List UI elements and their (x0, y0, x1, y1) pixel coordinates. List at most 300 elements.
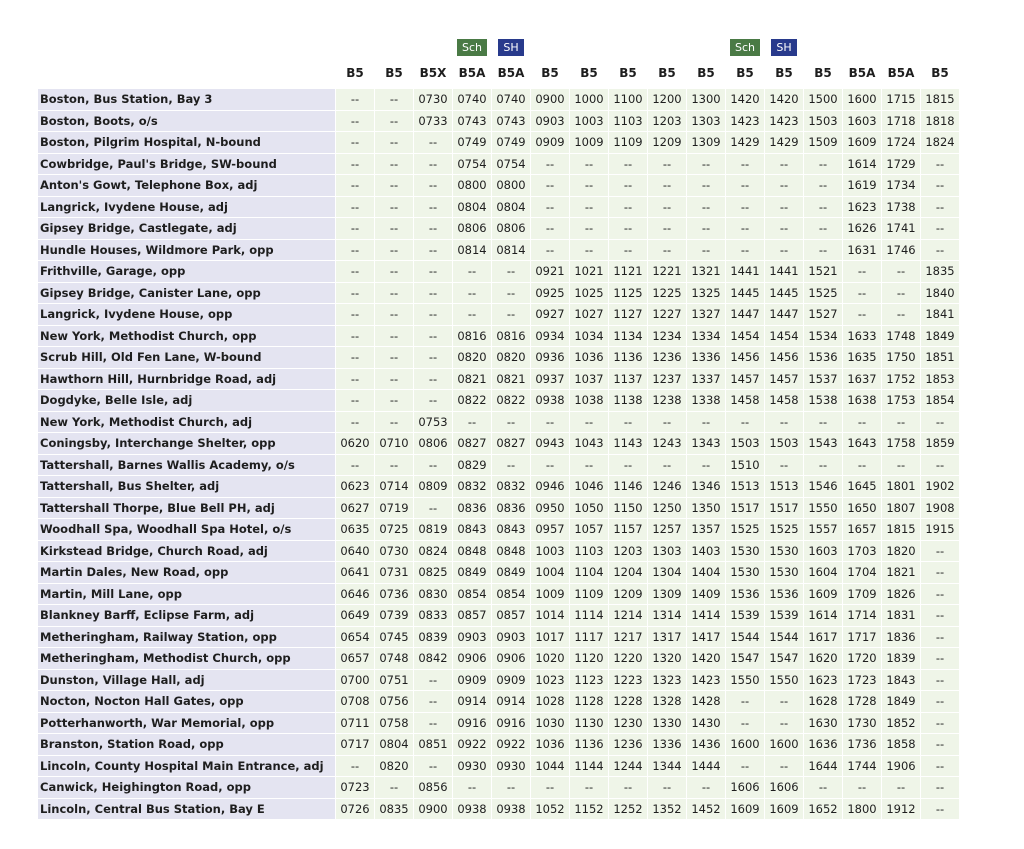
time-cell: 0708 (336, 691, 374, 712)
time-cell: 1530 (765, 541, 803, 562)
time-cell: -- (882, 777, 920, 798)
badge-cell (804, 38, 842, 57)
time-cell: 1204 (609, 562, 647, 583)
time-cell: 0927 (531, 304, 569, 325)
time-cell: 1021 (570, 261, 608, 282)
time-cell: 0719 (375, 498, 413, 519)
time-cell: 1052 (531, 799, 569, 820)
time-cell: 0903 (531, 111, 569, 132)
time-cell: 1730 (843, 713, 881, 734)
time-cell: -- (765, 218, 803, 239)
time-cell: -- (414, 756, 452, 777)
time-cell: 1637 (843, 369, 881, 390)
time-cell: 1125 (609, 283, 647, 304)
time-cell: 1750 (882, 347, 920, 368)
time-cell: 1724 (882, 132, 920, 153)
time-cell: -- (492, 777, 530, 798)
time-cell: 1525 (726, 519, 764, 540)
time-cell: -- (492, 304, 530, 325)
table-row (38, 326, 959, 347)
table-row (38, 541, 959, 562)
time-cell: -- (609, 218, 647, 239)
time-cell: 1146 (609, 476, 647, 497)
time-cell: 1741 (882, 218, 920, 239)
time-cell: -- (492, 412, 530, 433)
time-cell: 1517 (765, 498, 803, 519)
stop-name: Gipsey Bridge, Castlegate, adj (38, 218, 335, 239)
time-cell: 1623 (804, 670, 842, 691)
table-row (38, 734, 959, 755)
time-cell: 0835 (375, 799, 413, 820)
time-cell: 1334 (687, 326, 725, 347)
time-cell: 0857 (453, 605, 491, 626)
time-cell: 0620 (336, 433, 374, 454)
time-cell: 1330 (648, 713, 686, 734)
time-cell: -- (414, 240, 452, 261)
time-cell: 0934 (531, 326, 569, 347)
time-cell: -- (336, 326, 374, 347)
time-cell: 0700 (336, 670, 374, 691)
time-cell: 1503 (804, 111, 842, 132)
time-cell: 0743 (492, 111, 530, 132)
time-cell: 0938 (492, 799, 530, 820)
time-cell: 1445 (726, 283, 764, 304)
time-cell: -- (726, 218, 764, 239)
time-cell: 1800 (843, 799, 881, 820)
time-cell: 0922 (492, 734, 530, 755)
time-cell: -- (336, 132, 374, 153)
stop-name: Potterhanworth, War Memorial, opp (38, 713, 335, 734)
time-cell: 1020 (531, 648, 569, 669)
time-cell: 0909 (492, 670, 530, 691)
time-cell: 1028 (531, 691, 569, 712)
time-cell: -- (726, 756, 764, 777)
time-cell: 0714 (375, 476, 413, 497)
time-cell: -- (414, 261, 452, 282)
time-cell: -- (843, 283, 881, 304)
time-cell: 1614 (804, 605, 842, 626)
time-cell: 1752 (882, 369, 920, 390)
badge-cell (687, 38, 725, 57)
stop-name: Dunston, Village Hall, adj (38, 670, 335, 691)
time-cell: 0814 (453, 240, 491, 261)
time-cell: 1134 (609, 326, 647, 347)
time-cell: 1854 (921, 390, 959, 411)
time-cell: -- (921, 627, 959, 648)
time-cell: 1423 (765, 111, 803, 132)
time-cell: -- (414, 326, 452, 347)
time-cell: 0906 (492, 648, 530, 669)
time-cell: 0856 (414, 777, 452, 798)
time-cell: 1530 (726, 562, 764, 583)
time-cell: 0816 (453, 326, 491, 347)
time-cell: 1623 (843, 197, 881, 218)
route-header: B5 (804, 58, 842, 88)
time-cell: 0903 (453, 627, 491, 648)
time-cell: 1127 (609, 304, 647, 325)
time-cell: 0943 (531, 433, 569, 454)
table-row (38, 584, 959, 605)
time-cell: 1539 (726, 605, 764, 626)
time-cell: 1223 (609, 670, 647, 691)
time-cell: 1404 (687, 562, 725, 583)
time-cell: 0827 (453, 433, 491, 454)
time-cell: -- (414, 197, 452, 218)
stop-name: Hawthorn Hill, Hurnbridge Road, adj (38, 369, 335, 390)
time-cell: 1521 (804, 261, 842, 282)
time-cell: -- (765, 197, 803, 218)
route-header: B5X (414, 58, 452, 88)
time-cell: 1034 (570, 326, 608, 347)
time-cell: 1746 (882, 240, 920, 261)
time-cell: -- (609, 455, 647, 476)
badge-cell (492, 38, 530, 57)
time-cell: 0851 (414, 734, 452, 755)
time-cell: 1221 (648, 261, 686, 282)
stop-name: Kirkstead Bridge, Church Road, adj (38, 541, 335, 562)
time-cell: 1807 (882, 498, 920, 519)
time-cell: -- (414, 154, 452, 175)
time-cell: -- (687, 197, 725, 218)
time-cell: -- (687, 412, 725, 433)
route-header: B5 (726, 58, 764, 88)
time-cell: 0849 (453, 562, 491, 583)
time-cell: 1136 (609, 347, 647, 368)
table-row (38, 519, 959, 540)
time-cell: -- (765, 412, 803, 433)
time-cell: 0743 (453, 111, 491, 132)
time-cell: 1826 (882, 584, 920, 605)
time-cell: 0829 (453, 455, 491, 476)
time-cell: 1300 (687, 89, 725, 110)
time-cell: -- (375, 455, 413, 476)
time-cell: 1317 (648, 627, 686, 648)
time-cell: -- (336, 240, 374, 261)
time-cell: 0740 (453, 89, 491, 110)
time-cell: 0733 (414, 111, 452, 132)
time-cell: 0748 (375, 648, 413, 669)
timetable-body (38, 89, 959, 819)
school-holidays-badge: SH (498, 39, 523, 56)
time-cell: -- (336, 347, 374, 368)
time-cell: -- (375, 326, 413, 347)
time-cell: 0641 (336, 562, 374, 583)
time-cell: 1338 (687, 390, 725, 411)
time-cell: -- (687, 455, 725, 476)
table-row (38, 713, 959, 734)
time-cell: 1117 (570, 627, 608, 648)
time-cell: 0654 (336, 627, 374, 648)
time-cell: -- (726, 691, 764, 712)
time-cell: 1550 (726, 670, 764, 691)
time-cell: 0751 (375, 670, 413, 691)
time-cell: -- (375, 197, 413, 218)
time-cell: 1544 (726, 627, 764, 648)
time-cell: 0836 (492, 498, 530, 519)
time-cell: -- (921, 541, 959, 562)
time-cell: 1644 (804, 756, 842, 777)
time-cell: 0854 (453, 584, 491, 605)
time-cell: -- (336, 369, 374, 390)
time-cell: -- (687, 777, 725, 798)
table-row (38, 498, 959, 519)
time-cell: 0726 (336, 799, 374, 820)
time-cell: -- (687, 218, 725, 239)
time-cell: 1853 (921, 369, 959, 390)
time-cell: 1859 (921, 433, 959, 454)
time-cell: -- (765, 240, 803, 261)
time-cell: 1014 (531, 605, 569, 626)
time-cell: -- (414, 283, 452, 304)
time-cell: 1350 (687, 498, 725, 519)
time-cell: 1628 (804, 691, 842, 712)
time-cell: -- (648, 240, 686, 261)
stop-name: Canwick, Heighington Road, opp (38, 777, 335, 798)
time-cell: 1109 (570, 584, 608, 605)
time-cell: 1617 (804, 627, 842, 648)
time-cell: 0854 (492, 584, 530, 605)
time-cell: -- (375, 111, 413, 132)
route-header: B5 (531, 58, 569, 88)
table-row (38, 412, 959, 433)
time-cell: 1357 (687, 519, 725, 540)
time-cell: 1609 (804, 584, 842, 605)
time-cell: -- (531, 240, 569, 261)
time-cell: -- (921, 562, 959, 583)
time-cell: 0725 (375, 519, 413, 540)
time-cell: 0824 (414, 541, 452, 562)
stop-name: Boston, Bus Station, Bay 3 (38, 89, 335, 110)
time-cell: -- (336, 197, 374, 218)
stop-name: Martin, Mill Lane, opp (38, 584, 335, 605)
time-cell: 1403 (687, 541, 725, 562)
time-cell: 1250 (648, 498, 686, 519)
time-cell: 1704 (843, 562, 881, 583)
time-cell: 0938 (531, 390, 569, 411)
route-header: B5 (765, 58, 803, 88)
time-cell: -- (492, 455, 530, 476)
time-cell: -- (414, 713, 452, 734)
time-cell: 1633 (843, 326, 881, 347)
time-cell: 1620 (804, 648, 842, 669)
time-cell: 0830 (414, 584, 452, 605)
time-cell: 1457 (765, 369, 803, 390)
time-cell: 1538 (804, 390, 842, 411)
time-cell: 1036 (531, 734, 569, 755)
time-cell: 1143 (609, 433, 647, 454)
time-cell: 1851 (921, 347, 959, 368)
time-cell: 1454 (765, 326, 803, 347)
badge-cell (570, 38, 608, 57)
time-cell: 1600 (843, 89, 881, 110)
time-cell: 1525 (765, 519, 803, 540)
time-cell: 1430 (687, 713, 725, 734)
time-cell: -- (414, 347, 452, 368)
table-row (38, 433, 959, 454)
stop-name: Branston, Station Road, opp (38, 734, 335, 755)
time-cell: 1614 (843, 154, 881, 175)
time-cell: 0832 (453, 476, 491, 497)
time-cell: -- (804, 197, 842, 218)
table-row (38, 390, 959, 411)
time-cell: 1734 (882, 175, 920, 196)
time-cell: 1543 (804, 433, 842, 454)
table-row (38, 240, 959, 261)
time-cell: 1138 (609, 390, 647, 411)
time-cell: 1414 (687, 605, 725, 626)
time-cell: 1225 (648, 283, 686, 304)
time-cell: -- (336, 756, 374, 777)
time-cell: -- (336, 154, 374, 175)
time-cell: -- (648, 197, 686, 218)
time-cell: -- (414, 455, 452, 476)
time-cell: -- (921, 691, 959, 712)
time-cell: 0822 (492, 390, 530, 411)
stop-name: Frithville, Garage, opp (38, 261, 335, 282)
time-cell: 1550 (804, 498, 842, 519)
badge-cell (726, 38, 764, 57)
time-cell: -- (921, 670, 959, 691)
time-cell: 1513 (765, 476, 803, 497)
stop-name: Hundle Houses, Wildmore Park, opp (38, 240, 335, 261)
time-cell: 0820 (492, 347, 530, 368)
time-cell: -- (804, 175, 842, 196)
time-cell: -- (414, 132, 452, 153)
time-cell: 1536 (804, 347, 842, 368)
time-cell: 1009 (531, 584, 569, 605)
time-cell: -- (726, 713, 764, 734)
time-cell: 1858 (882, 734, 920, 755)
time-cell: -- (375, 283, 413, 304)
time-cell: 1128 (570, 691, 608, 712)
time-cell: -- (765, 154, 803, 175)
time-cell: -- (726, 240, 764, 261)
time-cell: 1017 (531, 627, 569, 648)
time-cell: 1046 (570, 476, 608, 497)
time-cell: -- (492, 261, 530, 282)
time-cell: -- (414, 218, 452, 239)
time-cell: 1536 (765, 584, 803, 605)
time-cell: 0821 (453, 369, 491, 390)
time-cell: -- (336, 412, 374, 433)
route-header: B5A (882, 58, 920, 88)
time-cell: 1503 (765, 433, 803, 454)
time-cell: -- (648, 154, 686, 175)
time-cell: 1630 (804, 713, 842, 734)
time-cell: -- (336, 283, 374, 304)
badge-row (38, 38, 959, 57)
time-cell: 1821 (882, 562, 920, 583)
time-cell: 1728 (843, 691, 881, 712)
time-cell: 1517 (726, 498, 764, 519)
time-cell: -- (336, 304, 374, 325)
time-cell: 1843 (882, 670, 920, 691)
time-cell: 1023 (531, 670, 569, 691)
time-cell: 0930 (492, 756, 530, 777)
badge-cell (609, 38, 647, 57)
time-cell: 1603 (804, 541, 842, 562)
time-cell: 1303 (648, 541, 686, 562)
time-cell: -- (531, 412, 569, 433)
time-cell: 1609 (726, 799, 764, 820)
time-cell: 1835 (921, 261, 959, 282)
time-cell: 0635 (336, 519, 374, 540)
route-header: B5 (921, 58, 959, 88)
time-cell: 1004 (531, 562, 569, 583)
time-cell: 1852 (882, 713, 920, 734)
table-row (38, 369, 959, 390)
time-cell: 1638 (843, 390, 881, 411)
time-cell: -- (921, 799, 959, 820)
time-cell: 1003 (570, 111, 608, 132)
time-cell: 0900 (531, 89, 569, 110)
time-cell: 1144 (570, 756, 608, 777)
time-cell: -- (609, 154, 647, 175)
time-cell: 1423 (726, 111, 764, 132)
time-cell: 1626 (843, 218, 881, 239)
time-cell: -- (453, 777, 491, 798)
table-row (38, 670, 959, 691)
time-cell: 1550 (765, 670, 803, 691)
time-cell: -- (687, 154, 725, 175)
time-cell: -- (570, 154, 608, 175)
time-cell: -- (492, 283, 530, 304)
time-cell: -- (843, 304, 881, 325)
table-row (38, 197, 959, 218)
time-cell: 1036 (570, 347, 608, 368)
time-cell: -- (375, 154, 413, 175)
stop-name: Nocton, Nocton Hall Gates, opp (38, 691, 335, 712)
time-cell: -- (453, 304, 491, 325)
time-cell: 0739 (375, 605, 413, 626)
time-cell: -- (414, 498, 452, 519)
time-cell: 1209 (609, 584, 647, 605)
time-cell: -- (882, 412, 920, 433)
time-cell: 1643 (843, 433, 881, 454)
time-cell: 1214 (609, 605, 647, 626)
badge-cell (765, 38, 803, 57)
time-cell: -- (921, 584, 959, 605)
time-cell: -- (843, 412, 881, 433)
time-cell: -- (921, 412, 959, 433)
time-cell: 1103 (609, 111, 647, 132)
time-cell: -- (336, 455, 374, 476)
time-cell: 0903 (492, 627, 530, 648)
time-cell: 1303 (687, 111, 725, 132)
time-cell: 1344 (648, 756, 686, 777)
time-cell: 1441 (765, 261, 803, 282)
time-cell: -- (375, 369, 413, 390)
time-cell: 1037 (570, 369, 608, 390)
time-cell: 1831 (882, 605, 920, 626)
time-cell: 0839 (414, 627, 452, 648)
time-cell: 0937 (531, 369, 569, 390)
time-cell: -- (921, 734, 959, 755)
time-cell: 1631 (843, 240, 881, 261)
time-cell: 0930 (453, 756, 491, 777)
time-cell: 0745 (375, 627, 413, 648)
time-cell: -- (609, 240, 647, 261)
time-cell: 1902 (921, 476, 959, 497)
stop-name: Lincoln, Central Bus Station, Bay E (38, 799, 335, 820)
time-cell: -- (375, 390, 413, 411)
time-cell: -- (570, 218, 608, 239)
time-cell: -- (375, 132, 413, 153)
time-cell: -- (921, 713, 959, 734)
time-cell: 1503 (726, 433, 764, 454)
time-cell: 1457 (726, 369, 764, 390)
route-header: B5A (453, 58, 491, 88)
